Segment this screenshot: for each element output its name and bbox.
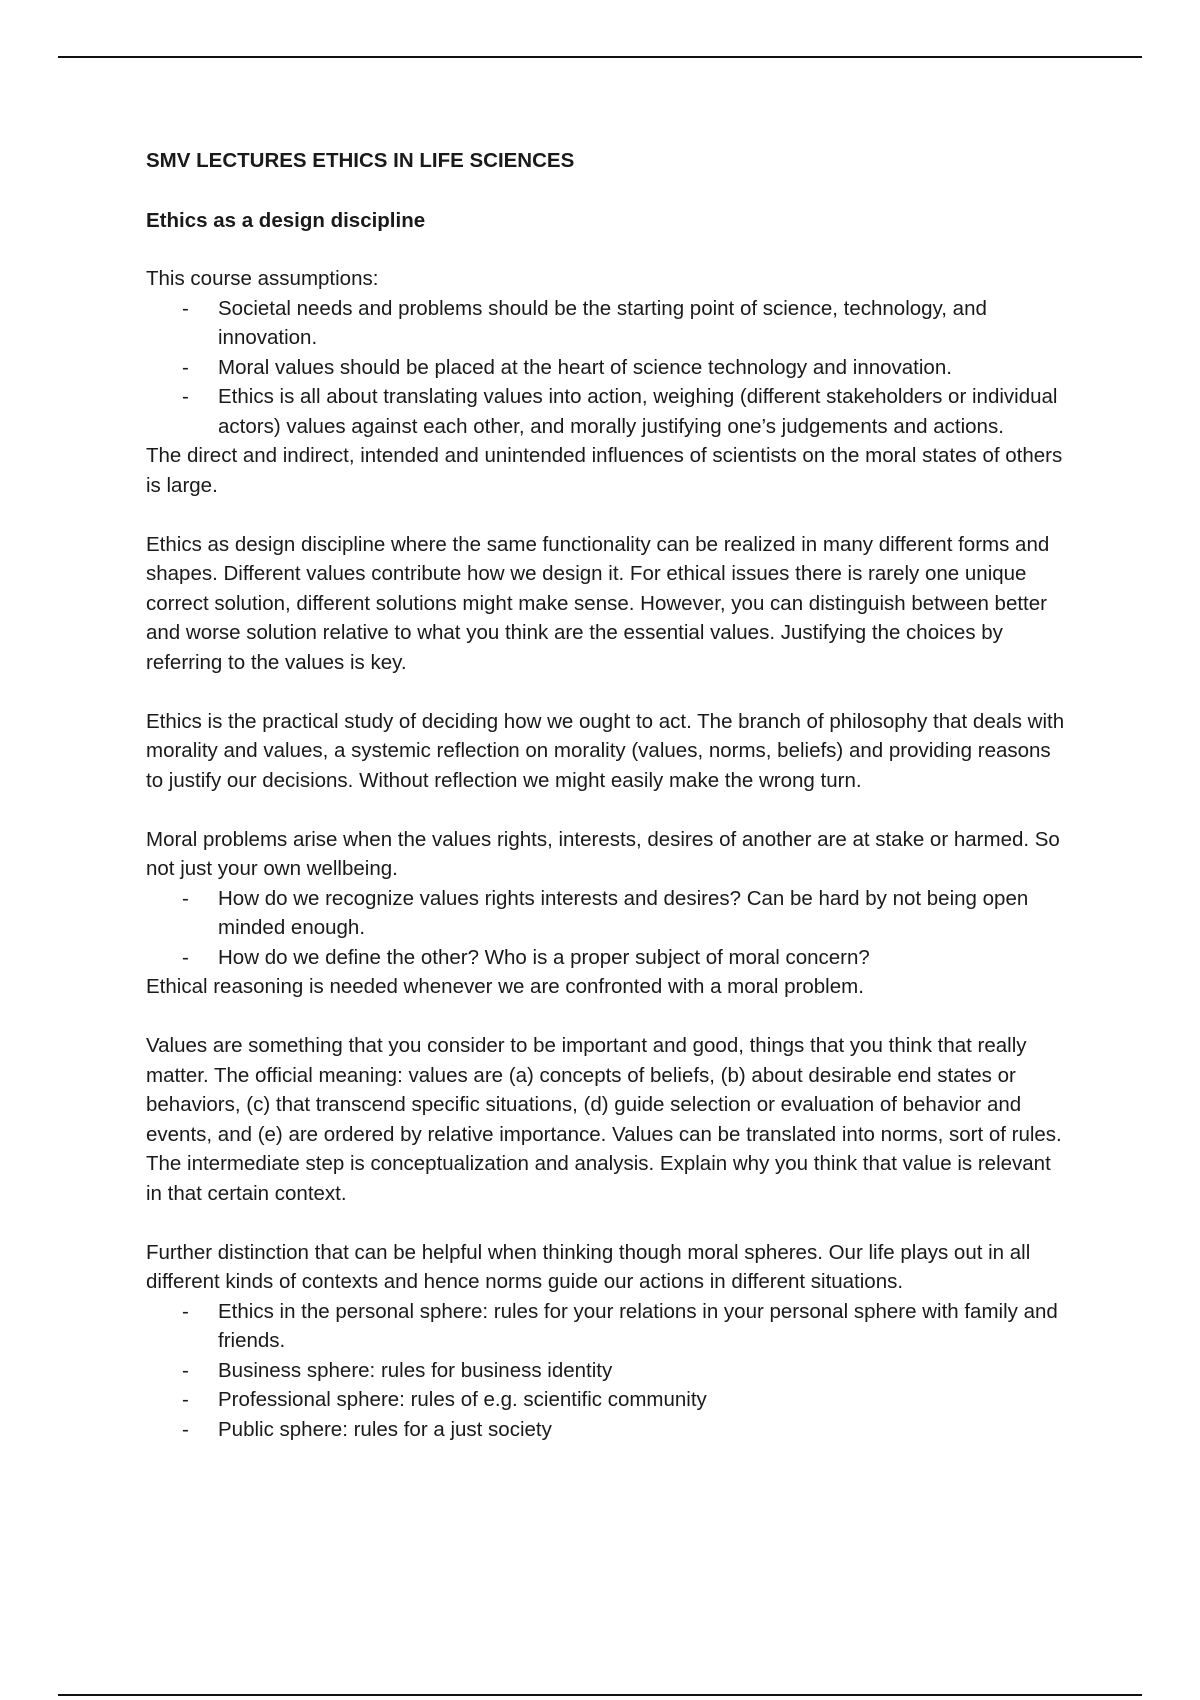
bullet-dash: - [182,385,189,408]
bullet-dash: - [182,296,189,320]
assumptions-list [146,294,1066,442]
bullet-dash: - [182,1388,189,1411]
moral-questions-list [146,884,1066,973]
list-item: - Ethics in the personal sphere: rules for your relations in your personal sphere with family and friends. [146,1297,1066,1356]
assumptions-intro: This course assumptions: [146,267,379,290]
list-item: - Societal needs and problems should be the starting point of science, technology, and innovation. [146,294,1066,353]
document-body [146,146,1066,1444]
design-paragraph: Ethics as design discipline where the same functionality can be realized in many different forms and shapes. Different values contribute how we design it. For ethical issues there is rarely one unique correct solution, different solutions might make sense. However, you can distinguish between better and worse solution relative to what you think are the essential values. Justifying the choices by referring to the values is key. [146,532,1050,674]
reasoning-paragraph: Ethical reasoning is needed whenever we are confronted with a moral problem. [146,975,864,998]
influence-paragraph: The direct and indirect, intended and unintended influences of scientists on the moral states of others is large. [146,444,1063,497]
footer-rule [58,1694,1142,1696]
ethics-paragraph: Ethics is the practical study of deciding how we ought to act. The branch of philosophy that deals with morality and values, a systemic reflection on morality (values, norms, beliefs) and providing reasons to justify our decisions. Without reflection we might easily make the wrong turn. [146,709,1065,792]
list-item: - How do we define the other? Who is a proper subject of moral concern? [146,943,1066,973]
document-title: SMV LECTURES ETHICS IN LIFE SCIENCES [146,149,575,172]
moral-problems-paragraph: Moral problems arise when the values rights, interests, desires of another are at stake or harmed. So not just your own wellbeing. [146,827,1060,880]
values-paragraph: Values are something that you consider to be important and good, things that you think that really matter. The official meaning: values are (a) concepts of beliefs, (b) about desirable end states or behaviors, (c) that transcend specific situations, (d) guide selection or evaluation of behavior and events, and (e) are ordered by relative importance. Values can be translated into norms, sort of rules. The intermediate step is conceptualization and analysis. Explain why you think that value is relevant in that certain context. [146,1034,1062,1205]
header-rule [58,56,1142,58]
list-item: - Professional sphere: rules of e.g. scientific community [146,1385,1066,1415]
list-item: - Public sphere: rules for a just society [146,1415,1066,1445]
spheres-paragraph: Further distinction that can be helpful when thinking though moral spheres. Our life plays out in all different kinds of contexts and hence norms guide our actions in different situations. [146,1240,1031,1293]
bullet-dash: - [182,945,189,969]
bullet-dash: - [182,1417,189,1441]
bullet-dash: - [182,1358,189,1382]
list-item: - How do we recognize values rights interests and desires? Can be hard by not being open minded enough. [146,884,1066,943]
bullet-dash: - [182,886,189,910]
bullet-dash: - [182,1299,189,1323]
list-item: - Moral values should be placed at the heart of science technology and innovation. [146,353,1066,383]
spheres-list [146,1297,1066,1445]
section-heading: Ethics as a design discipline [146,208,426,232]
bullet-dash: - [182,355,189,379]
list-item: - Ethics is all about translating values into action, weighing (different stakeholders or individual actors) values against each other, and morally justifying one’s judgements and actions. [146,382,1066,441]
list-item: - Business sphere: rules for business identity [146,1356,1066,1386]
